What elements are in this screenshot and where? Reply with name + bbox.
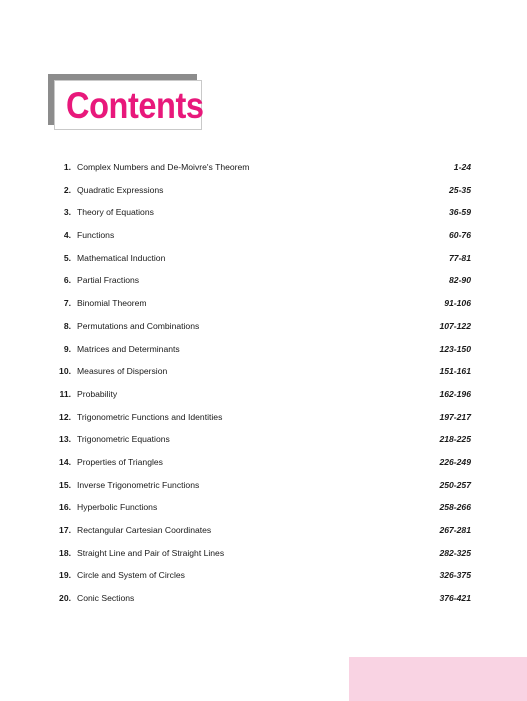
toc-entry-pages: 151-161: [439, 366, 471, 377]
toc-entry-title[interactable]: Rectangular Cartesian Coordinates: [77, 525, 212, 535]
toc-entry-number: 3.: [63, 207, 71, 218]
contents-heading-block: [48, 74, 204, 132]
toc-entry-pages: 376-421: [439, 593, 471, 604]
toc-entry-title[interactable]: Binomial Theorem: [77, 298, 147, 309]
toc-entry-title[interactable]: Quadratic Expressions: [77, 184, 164, 195]
toc-entry[interactable]: [50, 454, 472, 477]
decorative-corner-block: [349, 657, 527, 701]
toc-entry[interactable]: [50, 159, 472, 182]
toc-entry-title[interactable]: Matrices and Determinants: [77, 343, 180, 354]
toc-entry-number: 8.: [63, 320, 71, 331]
toc-entry-pages: 91-106: [444, 298, 471, 309]
toc-entry-pages: 218-225: [439, 434, 471, 445]
toc-entry-number: 12.: [59, 411, 71, 422]
toc-entry-pages: 107-122: [439, 320, 471, 331]
toc-entry[interactable]: [50, 386, 472, 409]
toc-entry-title[interactable]: Partial Fractions: [77, 275, 140, 286]
toc-entry[interactable]: [50, 204, 472, 227]
toc-entry-pages: 282-325: [439, 547, 471, 558]
toc-entry-number: 18.: [59, 547, 71, 558]
toc-entry[interactable]: [50, 590, 472, 613]
toc-entry-title[interactable]: Properties of Triangles: [77, 456, 163, 467]
toc-entry[interactable]: [50, 318, 472, 341]
toc-entry-number: 2.: [63, 184, 71, 195]
toc-entry[interactable]: [50, 250, 472, 273]
toc-entry-number: 14.: [59, 456, 71, 467]
toc-entry[interactable]: [50, 227, 472, 250]
toc-entry-title[interactable]: Measures of Dispersion: [77, 366, 168, 377]
toc-entry-title[interactable]: Complex Numbers and De-Moivre's Theorem: [77, 162, 250, 172]
toc-entry-number: 19.: [59, 570, 71, 581]
toc-entry-pages: 77-81: [449, 252, 471, 263]
toc-entry-number: 10.: [59, 366, 71, 377]
toc-entry[interactable]: [50, 341, 472, 364]
toc-entry-title[interactable]: Straight Line and Pair of Straight Lines: [77, 547, 225, 558]
toc-entry-pages: 1-24: [453, 162, 471, 172]
toc-entry-number: 17.: [59, 525, 71, 535]
table-of-contents: [50, 159, 472, 613]
toc-entry-title[interactable]: Functions: [77, 230, 115, 241]
toc-entry[interactable]: [50, 272, 472, 295]
toc-entry-title[interactable]: Permutations and Combinations: [77, 320, 200, 331]
toc-entry-pages: 162-196: [439, 388, 471, 399]
toc-entry[interactable]: [50, 295, 472, 318]
toc-entry-title[interactable]: Mathematical Induction: [77, 252, 166, 263]
toc-entry-pages: 60-76: [449, 230, 471, 241]
toc-entry-number: 11.: [59, 388, 71, 399]
toc-entry-pages: 197-217: [439, 411, 471, 422]
toc-entry-number: 1.: [63, 162, 71, 172]
toc-entry[interactable]: [50, 363, 472, 386]
toc-entry-title[interactable]: Circle and System of Circles: [77, 570, 185, 581]
toc-entry-pages: 25-35: [449, 184, 471, 195]
page-title: Contents: [66, 85, 204, 126]
toc-entry[interactable]: [50, 409, 472, 432]
toc-entry-pages: 326-375: [439, 570, 471, 581]
toc-entry[interactable]: [50, 477, 472, 500]
toc-entry-number: 5.: [63, 252, 71, 263]
toc-entry-title[interactable]: Hyperbolic Functions: [77, 502, 158, 513]
toc-entry-number: 4.: [63, 230, 71, 241]
toc-entry-number: 9.: [63, 343, 71, 354]
toc-entry-number: 6.: [63, 275, 71, 286]
toc-entry-title[interactable]: Conic Sections: [77, 593, 135, 604]
toc-entry-number: 7.: [63, 298, 71, 309]
toc-entry-title[interactable]: Trigonometric Functions and Identities: [77, 411, 223, 422]
toc-entry-title[interactable]: Theory of Equations: [77, 207, 154, 218]
toc-entry-title[interactable]: Inverse Trigonometric Functions: [77, 479, 200, 490]
toc-entry-number: 13.: [59, 434, 71, 445]
toc-entry[interactable]: [50, 522, 472, 545]
toc-entry-pages: 226-249: [439, 456, 471, 467]
toc-entry-pages: 82-90: [449, 275, 471, 286]
toc-entry-pages: 250-257: [439, 479, 471, 490]
toc-entry-pages: 123-150: [439, 343, 471, 354]
toc-entry-pages: 258-266: [439, 502, 471, 513]
toc-entry-title[interactable]: Probability: [77, 388, 118, 399]
toc-entry[interactable]: [50, 567, 472, 590]
toc-entry-pages: 267-281: [439, 525, 471, 535]
toc-entry-title[interactable]: Trigonometric Equations: [77, 434, 170, 445]
toc-entry[interactable]: [50, 182, 472, 205]
toc-entry-number: 16.: [59, 502, 71, 513]
toc-entry[interactable]: [50, 545, 472, 568]
toc-entry[interactable]: [50, 431, 472, 454]
toc-entry-number: 20.: [59, 593, 71, 604]
toc-entry-pages: 36-59: [449, 207, 471, 218]
heading-box: [54, 80, 202, 130]
toc-entry-number: 15.: [59, 479, 71, 490]
toc-entry[interactable]: [50, 499, 472, 522]
